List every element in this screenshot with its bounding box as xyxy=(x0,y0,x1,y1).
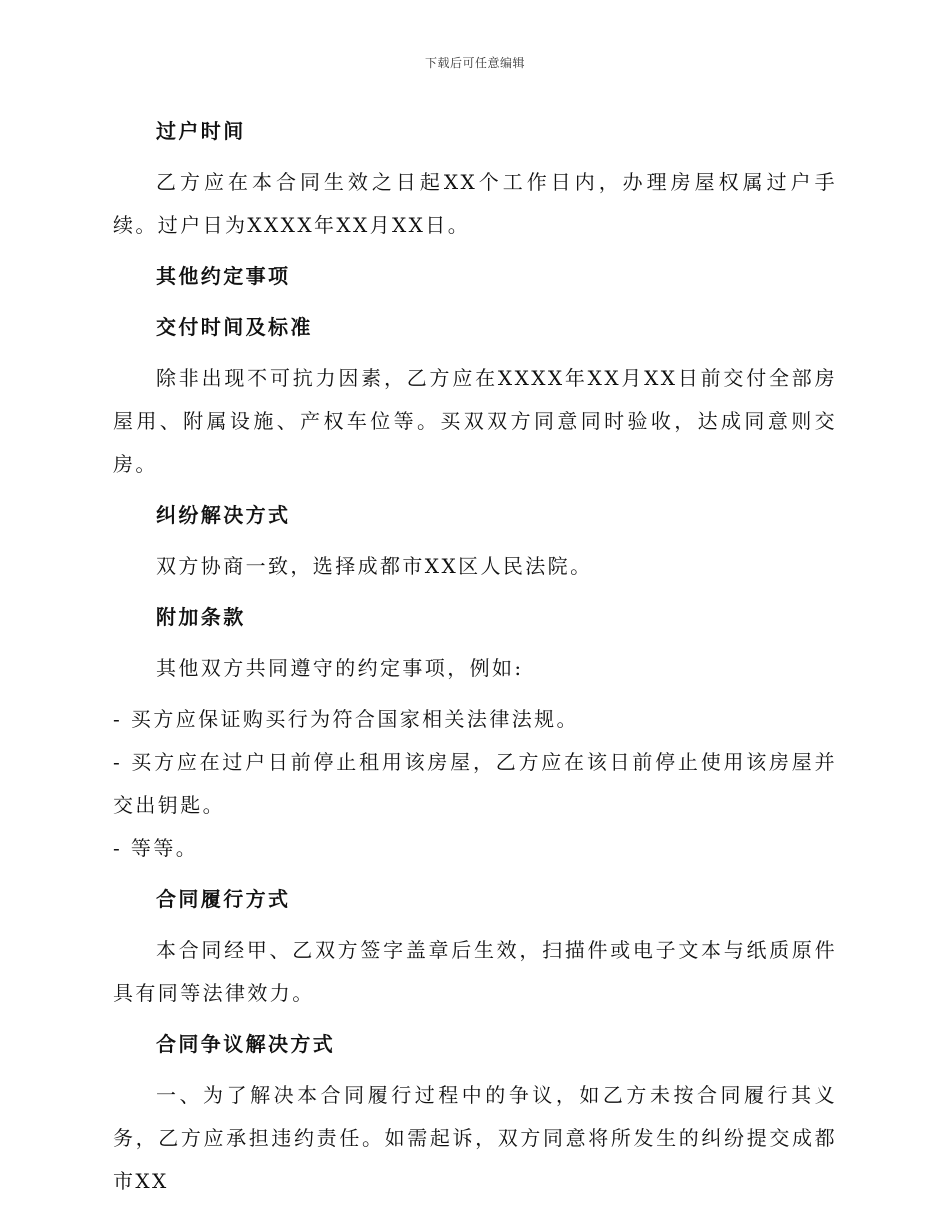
paragraph-contract-dispute: 一、为了解决本合同履行过程中的争议，如乙方未按合同履行其义务，乙方应承担违约责任。如需起诉，双方同意将所发生的纠纷提交成都市XX xyxy=(113,1083,837,1193)
paragraph-dispute: 双方协商一致，选择成都市XX区人民法院。 xyxy=(156,554,593,578)
section-title-delivery: 交付时间及标准 xyxy=(156,315,313,339)
section-title-transfer: 过户时间 xyxy=(156,119,246,143)
section-title-dispute: 纠纷解决方式 xyxy=(156,503,291,527)
paragraph-additional-intro: 其他双方共同遵守的约定事项，例如: xyxy=(156,656,524,680)
paragraph-performance: 本合同经甲、乙双方签字盖章后生效，扫描件或电子文本与纸质原件具有同等法律效力。 xyxy=(113,938,837,1005)
section-title-other: 其他约定事项 xyxy=(156,264,291,288)
document-body xyxy=(113,110,837,1211)
paragraph-transfer: 乙方应在本合同生效之日起XX个工作日内，办理房屋权属过户手续。过户日为XXXX年XX月XX日。 xyxy=(113,170,837,237)
page-header: 下载后可任意编辑 xyxy=(424,56,525,70)
list-item: - 买方应保证购买行为符合国家相关法律法规。 xyxy=(113,707,579,731)
section-title-contract-dispute: 合同争议解决方式 xyxy=(156,1032,336,1056)
section-title-additional: 附加条款 xyxy=(156,605,246,629)
list-item: - 等等。 xyxy=(113,836,199,860)
section-title-performance: 合同履行方式 xyxy=(156,887,291,911)
paragraph-delivery: 除非出现不可抗力因素，乙方应在XXXX年XX月XX日前交付全部房屋用、附属设施、产权车位等。买双双方同意同时验收，达成同意则交房。 xyxy=(113,366,837,476)
list-item: - 买方应在过户日前停止租用该房屋，乙方应在该日前停止使用该房屋并交出钥匙。 xyxy=(113,750,837,817)
